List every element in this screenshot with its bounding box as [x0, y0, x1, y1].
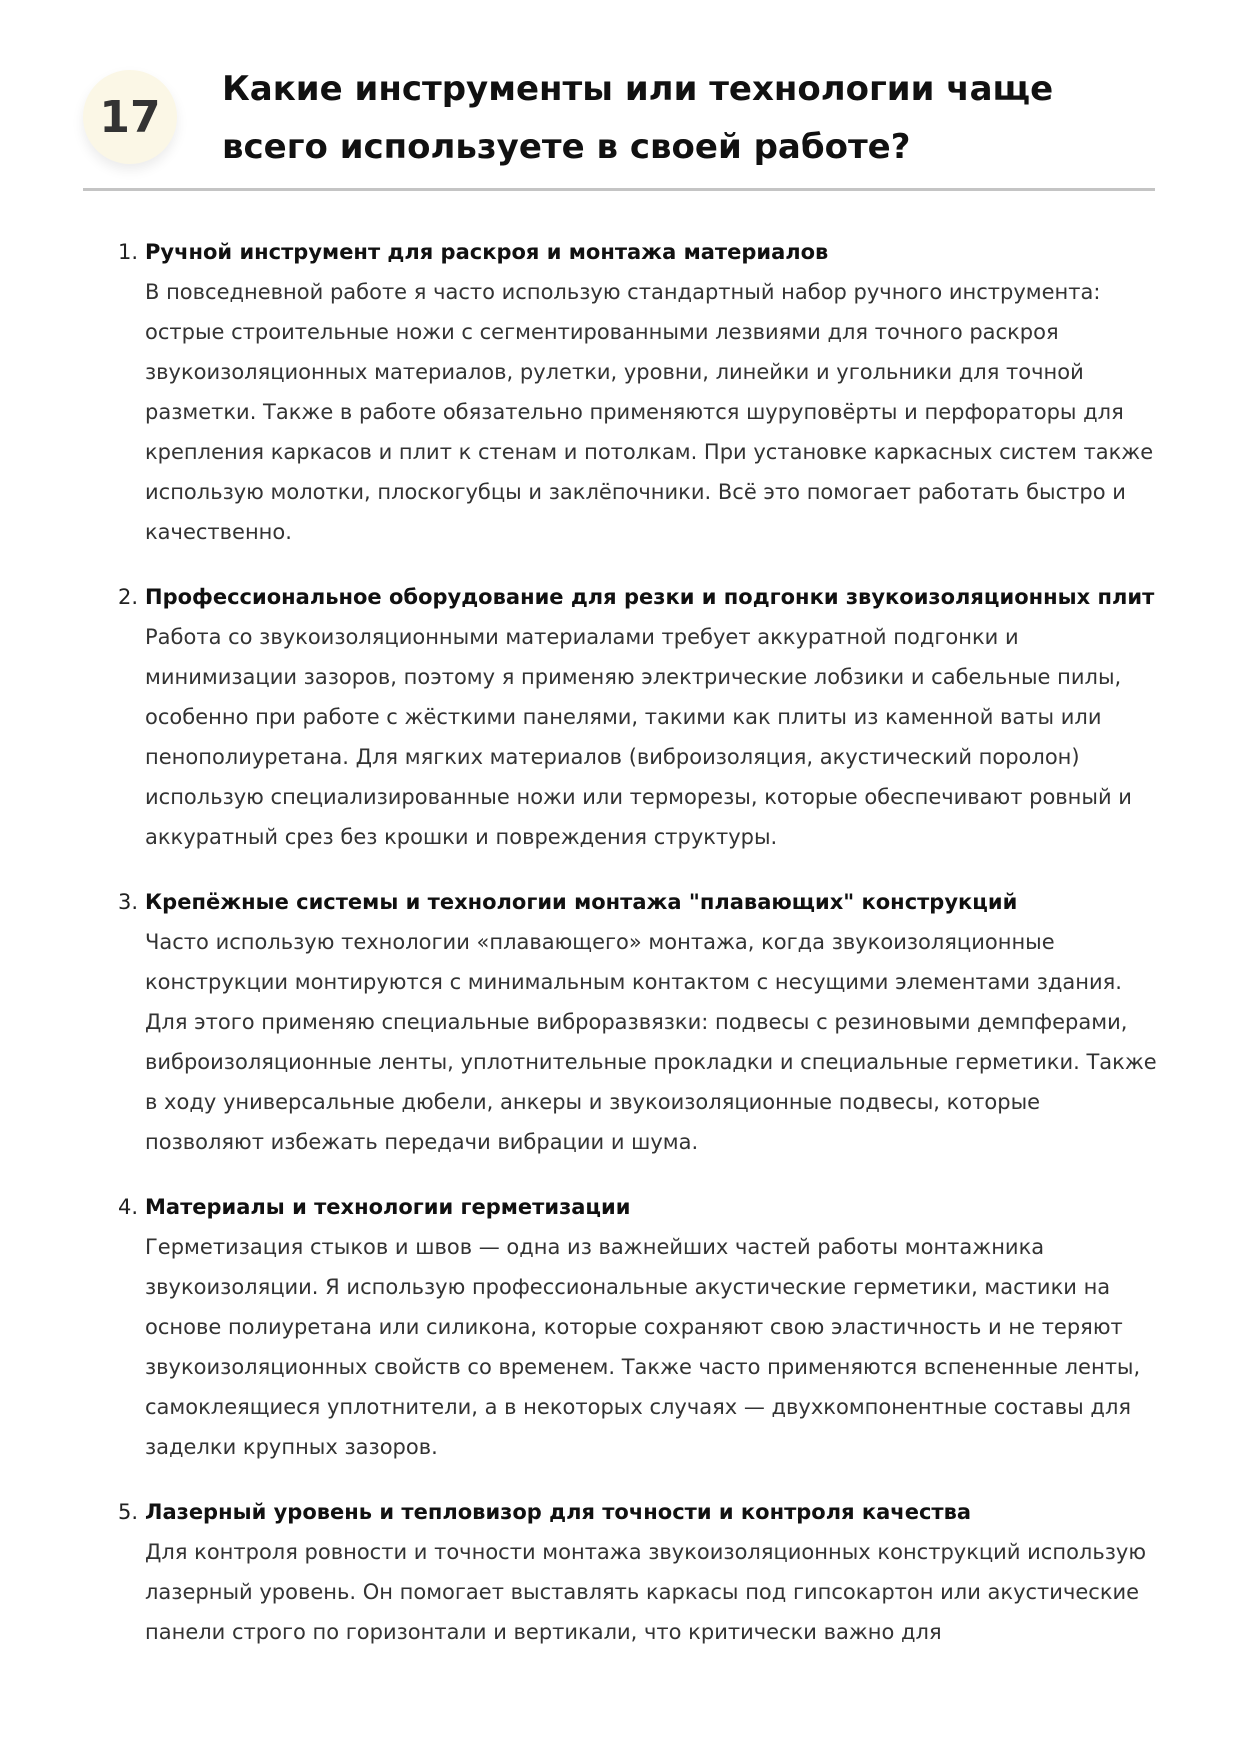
- list-item: [118, 1187, 1157, 1467]
- answer-list: [118, 232, 1157, 1677]
- question-number-badge: 17: [83, 70, 177, 164]
- item-text: Работа со звукоизоляционными материалами требует аккуратной подгонки и минимизации зазоров, поэтому я применяю электрические лобзики и сабельные пилы, особенно при работе с жёсткими панелями, такими как плиты из каменной ваты или пенополиуретана. Для мягких материалов (виброизоляция, акустический поролон) использую специализированные ножи или терморезы, которые обеспечивают ровный и аккуратный срез без крошки и повреждения структуры.: [145, 625, 1132, 849]
- question-header: [83, 56, 1155, 191]
- item-number: 3.: [118, 890, 139, 914]
- item-heading: Профессиональное оборудование для резки и подгонки звукоизоляционных плит: [145, 585, 1155, 609]
- item-heading: Лазерный уровень и тепловизор для точности и контроля качества: [145, 1500, 972, 1524]
- item-heading: Ручной инструмент для раскроя и монтажа материалов: [145, 240, 829, 264]
- item-text: В повседневной работе я часто использую стандартный набор ручного инструмента: острые строительные ножи с сегментированными лезвиями для точного раскроя звукоизоляционных материалов, рулетки, уровни, линейки и угольники для точной разметки. Также в работе обязательно применяются шуруповёрты и перфораторы для крепления каркасов и плит к стенам и потолкам. При установке каркасных систем также использую молотки, плоскогубцы и заклёпочники. Всё это помогает работать быстро и качественно.: [145, 280, 1154, 544]
- item-number: 2.: [118, 585, 139, 609]
- item-heading: Материалы и технологии герметизации: [145, 1195, 631, 1219]
- question-title: Какие инструменты или технологии чаще всего используете в своей работе?: [222, 69, 1054, 167]
- item-text: Герметизация стыков и швов — одна из важнейших частей работы монтажника звукоизоляции. Я использую профессиональные акустические герметики, мастики на основе полиуретана или силикона, которые сохраняют свою эластичность и не теряют звукоизоляционных свойств со временем. Также часто применяются вспененные ленты, самоклеящиеся уплотнители, а в некоторых случаях — двухкомпонентные составы для заделки крупных зазоров.: [145, 1235, 1141, 1459]
- item-number: 1.: [118, 240, 139, 264]
- list-item: [118, 882, 1157, 1162]
- item-text: Часто использую технологии «плавающего» монтажа, когда звукоизоляционные конструкции монтируются с минимальным контактом с несущими элементами здания. Для этого применяю специальные виброразвязки: подвесы с резиновыми демпферами, виброизоляционные ленты, уплотнительные прокладки и специальные герметики. Также в ходу универсальные дюбели, анкеры и звукоизоляционные подвесы, которые позволяют избежать передачи вибрации и шума.: [145, 930, 1157, 1154]
- item-text: Для контроля ровности и точности монтажа звукоизоляционных конструкций использую лазерный уровень. Он помогает выставлять каркасы под гипсокартон или акустические панели строго по горизонтали и вертикали, что критически важно для: [145, 1540, 1146, 1644]
- item-number: 4.: [118, 1195, 139, 1219]
- item-number: 5.: [118, 1500, 139, 1524]
- item-heading: Крепёжные системы и технологии монтажа "плавающих" конструкций: [145, 890, 1018, 914]
- list-item: [118, 232, 1157, 552]
- list-item: [118, 577, 1157, 857]
- list-item: [118, 1492, 1157, 1652]
